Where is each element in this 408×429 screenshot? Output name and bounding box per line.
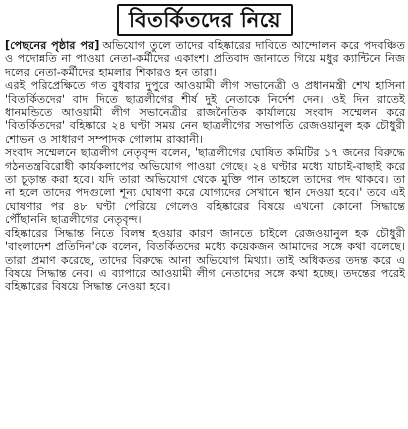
paragraph-1 (5, 39, 405, 79)
continued-from-label: [পেছনের পৃষ্ঠার পর] (5, 39, 100, 52)
news-clipping (5, 4, 405, 294)
headline: বিতর্কিতদের নিয়ে (117, 4, 293, 36)
paragraph-3: সংবাদ সম্মেলনে ছাত্রলীগ নেতৃবৃন্দ বলেন, 'ছাত্রলীগের ঘোষিত কমিটির ১৭ জনের বিরুদ্ধে গঠনতন্ত্রবিরোধী কার্যকলাপের অভিযোগ পাওয়া গেছে। ২৪ ঘণ্টার মধ্যে যাচাই-বাছাই করে তা চূড়ান্ত করা হবে। যদি তারা অভিযোগ থেকে মুক্তি পান তাহলে তাদের পদ থাকবে। তা না হলে তাদের পদগুলো শূন্য ঘোষণা করে যোগ্যদের সেখানে স্থান দেওয়া হবে।' তবে এই ঘোষণার পর ৪৮ ঘণ্টা পেরিয়ে গেলেও বহিষ্কারের বিষয়ে এখনো কোনো সিদ্ধান্তে পৌঁছাননি ছাত্রলীগের নেতৃবৃন্দ। (5, 146, 405, 227)
paragraph-4: বহিষ্কারের সিদ্ধান্ত নিতে বিলম্ব হওয়ার কারণ জানতে চাইলে রেজওয়ানুল হক চৌধুরী 'বাংলাদেশ প্রতিদিন'কে বলেন, বিতর্কিতদের মধ্যে কয়েকজন আমাদের সঙ্গে কথা বলেছে। তারা প্রমাণ করেছে, তাদের বিরুদ্ধে আনা অভিযোগ মিথ্যা। তাই অধিকতর তদন্ত করে এ বিষয়ে সিদ্ধান্ত নেব। এ ব্যাপারে আওয়ামী লীগ নেতাদের সঙ্গে কথা হচ্ছে। তদন্তের পরেই বহিষ্কারের বিষয়ে সিদ্ধান্ত নেওয়া হবে। (5, 226, 405, 294)
headline-row (5, 4, 405, 36)
article-body (5, 39, 405, 294)
paragraph-1-text: অভিযোগ তুলে তাদের বহিষ্কারের দাবিতে আন্দোলন করে পদবঞ্চিত ও পদোন্নতি না পাওয়া নেতা-কর্মীদের একাংশ। প্রতিবাদ জানাতে গিয়ে মধুর ক্যান্টিনে নিজ দলের নেতা-কর্মীদের হামলার শিকারও হন তারা। (5, 39, 405, 79)
paragraph-2: এরই পরিপ্রেক্ষিতে গত বুধবার দুপুরে আওয়ামী লীগ সভানেত্রী ও প্রধানমন্ত্রী শেখ হাসিনা 'বিতর্কিতদের' বাদ দিতে ছাত্রলীগের শীর্ষ দুই নেতাকে নির্দেশ দেন। ওই দিন রাতেই ধানমন্ডিতে আওয়ামী লীগ সভানেত্রীর রাজনৈতিক কার্যালয়ে সংবাদ সম্মেলন করে 'বিতর্কিতদের' বহিষ্কারে ২৪ ঘণ্টা সময় নেন ছাত্রলীগের সভাপতি রেজওয়ানুল হক চৌধুরী শোভন ও সাধারণ সম্পাদক গোলাম রাব্বানী। (5, 79, 405, 146)
